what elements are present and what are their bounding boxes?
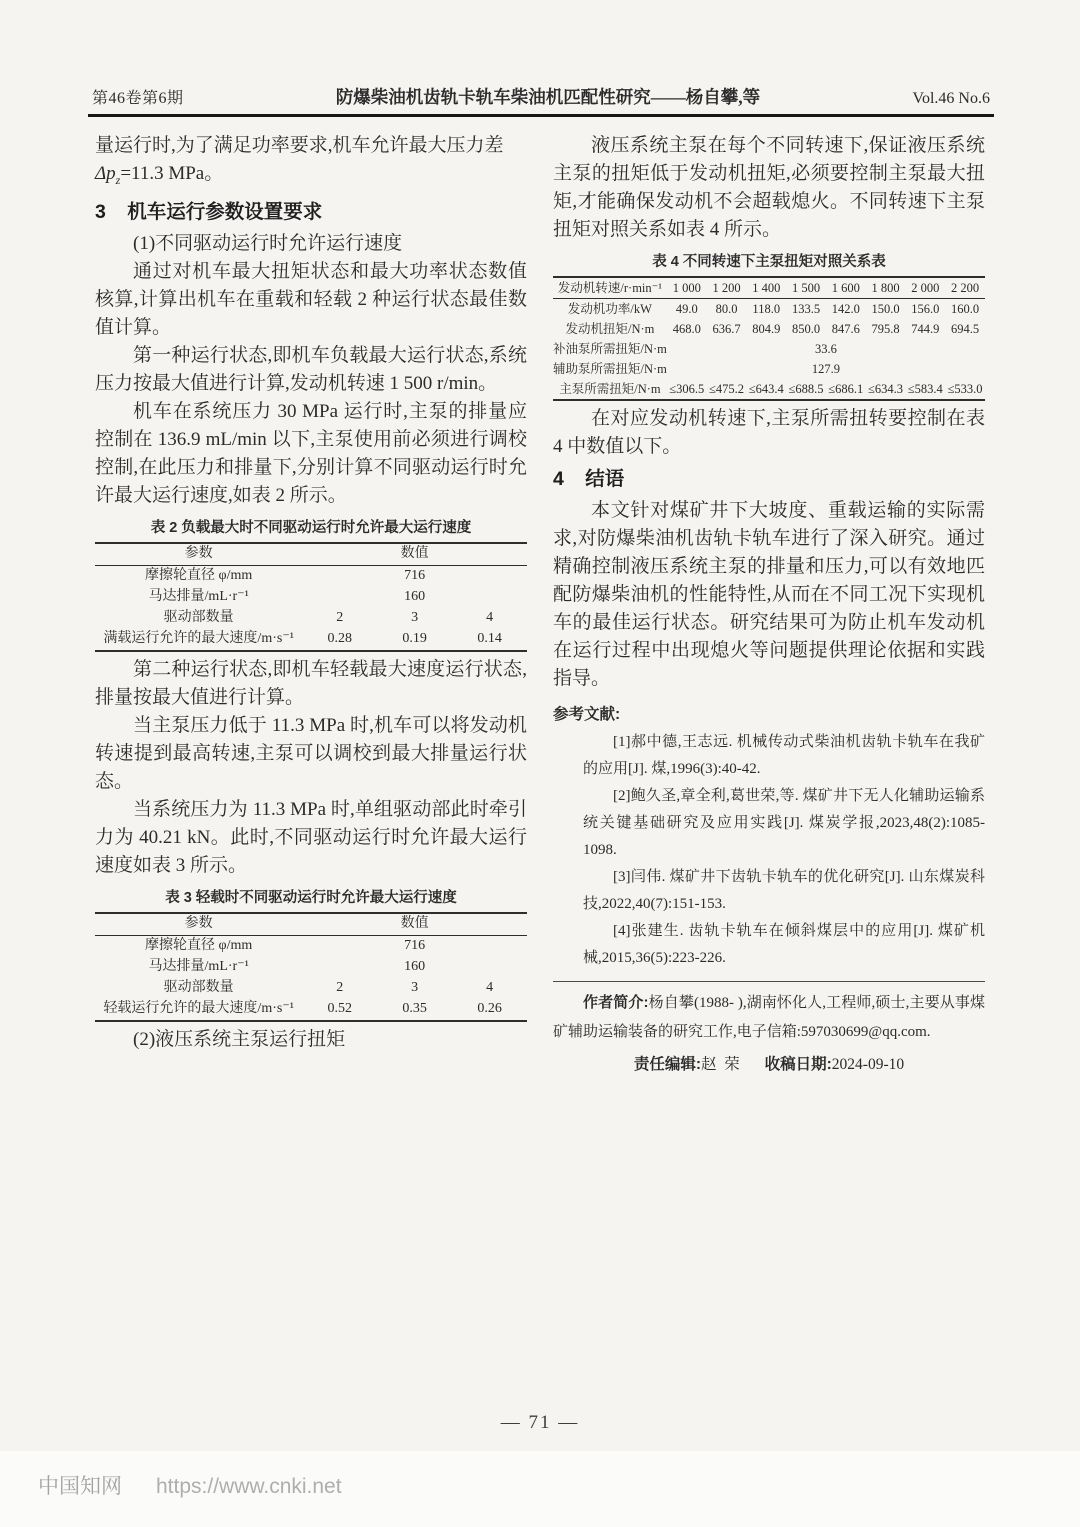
table-cell: 636.7 — [712, 321, 741, 336]
table-cell: 850.0 — [791, 321, 821, 336]
table-cell: ≤475.2 — [709, 381, 745, 396]
table-cell: ≤686.1 — [828, 381, 864, 396]
table-cell: 摩擦轮直径 φ/mm — [145, 938, 253, 954]
table-row — [95, 957, 527, 978]
reference-item: [3]闫伟. 煤矿井下齿轨卡轨车的优化研究[J]. 山东煤炭科技,2022,40(7):151-153. — [583, 869, 985, 912]
table-cell: 49.0 — [675, 301, 698, 316]
left-column — [95, 132, 527, 1054]
cnki-brand: 中国知网 — [38, 1475, 122, 1498]
table-header-cell: 1 500 — [786, 277, 826, 299]
received-date: 2024-09-10 — [831, 1056, 905, 1073]
editor-line — [553, 1050, 985, 1079]
table-cell: 795.8 — [871, 321, 900, 336]
section-number: 3 — [95, 200, 106, 223]
references-heading: 参考文献: — [553, 706, 621, 723]
issue-label: 第46卷第6期 — [92, 90, 184, 107]
subheading-2: (2)液压系统主泵运行扭矩 — [133, 1028, 346, 1050]
table-cell: 驱动部数量 — [163, 980, 234, 996]
formula-base: Δp — [95, 163, 116, 184]
table-cell: 主泵所需扭矩/N·m — [559, 381, 661, 396]
table-row — [95, 999, 527, 1021]
reference-item: [1]郝中德,王志远. 机械传动式柴油机齿轨卡轨车在我矿的应用[J]. 煤,1996(3):40-42. — [583, 734, 985, 777]
table-cell: 0.28 — [327, 631, 352, 647]
page-number: — 71 — — [500, 1412, 580, 1433]
table-cell: ≤688.5 — [788, 381, 824, 396]
table-header-cell: 1 000 — [667, 277, 707, 299]
table-cell: 160.0 — [951, 301, 980, 316]
author-bio-divider — [553, 981, 985, 982]
table-cell: 847.6 — [831, 321, 860, 336]
table-row — [553, 359, 985, 379]
table-cell: 0.19 — [402, 631, 427, 647]
table-cell: 150.0 — [871, 301, 900, 316]
table-row — [553, 319, 985, 339]
table-cell: 0.14 — [477, 631, 502, 647]
paragraph: 在对应发动机转速下,主泵所需扭转要控制在表 4 中数值以下。 — [553, 408, 985, 457]
paragraph: 第二种运行状态,即机车轻载最大速度运行状态,排量按最大值进行计算。 — [95, 658, 527, 708]
paragraph: 本文针对煤矿井下大坡度、重载运输的实际需求,对防爆柴油机齿轨卡轨车进行了深入研究。通过精确控制液压系统主泵的排量和压力,可以有效地匹配防爆柴油机的性能特性,从而在不同工况下实现机车的最佳运行状态。研究结果可为防止机车发动机在运行过程中出现熄火等问题提供理论依据和实践指导。 — [553, 500, 985, 689]
table-2 — [95, 542, 527, 652]
table-row — [553, 299, 985, 320]
table-cell: 发动机功率/kW — [567, 301, 652, 316]
cnki-watermark — [38, 1470, 342, 1500]
running-head — [92, 84, 990, 109]
table-3 — [95, 912, 527, 1022]
reference-item: [4]张建生. 齿轨卡轨车在倾斜煤层中的应用[J]. 煤矿机械,2015,36(5):223-226. — [583, 923, 985, 966]
table-header-cell: 数值 — [377, 913, 452, 936]
table-cell: 744.9 — [911, 321, 940, 336]
paragraph: 量运行时,为了满足功率要求,机车允许最大压力差 — [95, 135, 504, 156]
table-cell: 马达排量/mL·r⁻¹ — [148, 959, 249, 975]
formula-rest: =11.3 MPa。 — [120, 163, 224, 184]
table-cell: 2 — [336, 610, 344, 626]
table-cell: 轻载运行允许的最大速度/m·s⁻¹ — [103, 1001, 294, 1017]
table-cell: 160 — [404, 959, 426, 975]
table-cell-span: 127.9 — [811, 361, 840, 376]
header-rule — [88, 114, 994, 117]
table-cell: 辅助泵所需扭矩/N·m — [553, 361, 667, 376]
table-header-cell: 1 800 — [866, 277, 906, 299]
table-2-caption: 表 2 负载最大时不同驱动运行时允许最大运行速度 — [150, 519, 472, 536]
volume-label: Vol.46 No.6 — [912, 90, 990, 107]
table-row — [95, 978, 527, 999]
table-cell: ≤306.5 — [669, 381, 705, 396]
table-header-cell: 发动机转速/r·min⁻¹ — [553, 277, 667, 299]
table-cell: 摩擦轮直径 φ/mm — [145, 568, 253, 584]
table-cell: 驱动部数量 — [163, 610, 234, 626]
table-cell: ≤643.4 — [748, 381, 784, 396]
table-row — [95, 608, 527, 629]
table-cell: 3 — [411, 610, 419, 626]
author-bio-label: 作者简介: — [583, 994, 649, 1011]
table-cell: 补油泵所需扭矩/N·m — [553, 341, 667, 356]
table-cell: ≤634.3 — [868, 381, 904, 396]
table-cell: 133.5 — [791, 301, 821, 316]
table-cell: 716 — [404, 568, 426, 584]
editor-name: 赵 荣 — [701, 1056, 740, 1073]
table-4-caption: 表 4 不同转速下主泵扭矩对照关系表 — [652, 254, 886, 270]
table-header-cell: 1 400 — [746, 277, 786, 299]
table-row — [95, 913, 527, 936]
section-4-heading — [553, 464, 985, 494]
paragraph: 第一种运行状态,即机车负载最大运行状态,系统压力按最大值进行计算,发动机转速 1 500 r/min。 — [95, 344, 527, 394]
formula-subscript: z — [115, 172, 121, 187]
paragraph: 通过对机车最大扭矩状态和最大功率状态数值核算,计算出机车在重载和轻载 2 种运行状态最佳数值计算。 — [95, 260, 527, 338]
table-header-cell: 数值 — [377, 543, 452, 566]
table-row — [553, 277, 985, 299]
table-cell: 3 — [411, 980, 419, 996]
table-row — [553, 339, 985, 359]
table-4 — [553, 276, 985, 401]
paragraph: 机车在系统压力 30 MPa 运行时,主泵的排量应控制在 136.9 mL/min 以下,主泵使用前必须进行调校控制,在此压力和排量下,分别计算不同驱动运行时允许最大运行速度,如表 2 所示。 — [95, 400, 527, 506]
table-header-cell: 参数 — [95, 913, 302, 936]
table-cell: 80.0 — [715, 301, 738, 316]
section-number: 4 — [553, 468, 564, 490]
table-cell: 156.0 — [911, 301, 940, 316]
table-cell: 118.0 — [752, 301, 781, 316]
formula-delta-p — [95, 160, 527, 194]
table-row — [553, 379, 985, 400]
table-row — [95, 587, 527, 608]
paragraph: 当系统压力为 11.3 MPa 时,单组驱动部此时牵引力为 40.21 kN。此时,不同驱动运行时允许最大运行速度如表 3 所示。 — [95, 798, 527, 876]
table-row — [95, 629, 527, 651]
table-cell: 马达排量/mL·r⁻¹ — [148, 589, 249, 605]
table-cell: 0.26 — [477, 1001, 502, 1017]
table-row — [95, 565, 527, 587]
section-3-heading — [95, 197, 527, 227]
table-3-caption: 表 3 轻载时不同驱动运行时允许最大运行速度 — [165, 889, 457, 906]
table-header-cell: 2 200 — [945, 277, 985, 299]
table-cell: 0.35 — [402, 1001, 427, 1017]
table-cell: 694.5 — [951, 321, 980, 336]
table-cell: 142.0 — [831, 301, 860, 316]
reference-item: [2]鲍久圣,章全利,葛世荣,等. 煤矿井下无人化辅助运输系统关键基础研究及应用实践[J]. 煤炭学报,2023,48(2):1085-1098. — [583, 788, 985, 858]
author-bio — [553, 988, 985, 1047]
table-header-cell: 1 600 — [826, 277, 866, 299]
table-cell: 468.0 — [672, 321, 701, 336]
paragraph: 液压系统主泵在每个不同转速下,保证液压系统主泵的扭矩低于发动机扭矩,必须要控制主泵最大扭矩,才能确保发动机不会超载熄火。不同转速下主泵扭矩对照关系如表 4 所示。 — [553, 135, 985, 240]
running-title: 防爆柴油机齿轨卡轨车柴油机匹配性研究——杨自攀,等 — [335, 87, 761, 107]
received-date-label: 收稿日期: — [764, 1056, 832, 1073]
table-header-cell: 1 200 — [707, 277, 747, 299]
table-header-cell: 2 000 — [905, 277, 945, 299]
table-cell: ≤533.0 — [947, 381, 983, 396]
paragraph: 当主泵压力低于 11.3 MPa 时,机车可以将发动机转速提到最高转速,主泵可以调校到最大排量运行状态。 — [95, 714, 527, 792]
table-cell-span: 33.6 — [815, 341, 837, 356]
table-cell: 160 — [404, 589, 426, 605]
table-row — [95, 543, 527, 566]
table-cell: ≤583.4 — [907, 381, 943, 396]
table-row — [95, 935, 527, 957]
author-bio-text: 杨自攀(1988- ),湖南怀化人,工程师,硕士,主要从事煤矿辅助运输装备的研究工作,电子信箱:597030699@qq.com. — [553, 995, 985, 1040]
table-header-cell: 参数 — [95, 543, 302, 566]
section-title: 结语 — [585, 468, 625, 490]
table-cell: 716 — [404, 938, 426, 954]
editor-label: 责任编辑: — [633, 1056, 702, 1073]
table-cell: 4 — [486, 610, 494, 626]
right-column — [553, 132, 985, 1079]
table-cell: 满载运行允许的最大速度/m·s⁻¹ — [103, 631, 294, 647]
table-cell: 4 — [486, 980, 494, 996]
table-cell: 804.9 — [752, 321, 781, 336]
section-title: 机车运行参数设置要求 — [127, 200, 323, 223]
cnki-url: https://www.cnki.net — [156, 1475, 342, 1498]
table-cell: 2 — [336, 980, 344, 996]
subheading-1: (1)不同驱动运行时允许运行速度 — [133, 232, 403, 254]
table-cell: 发动机扭矩/N·m — [565, 321, 655, 336]
table-cell: 0.52 — [327, 1001, 352, 1017]
